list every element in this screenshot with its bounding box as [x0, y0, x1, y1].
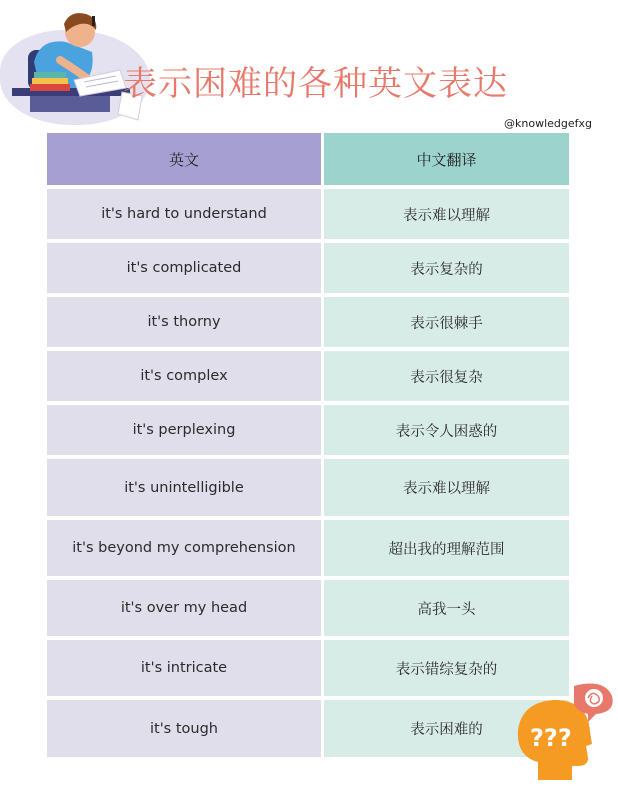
chinese-cell: 表示困难的	[324, 700, 569, 757]
expression-table	[47, 133, 569, 761]
table-row	[47, 351, 569, 401]
chinese-cell: 表示复杂的	[324, 243, 569, 293]
english-cell: it's tough	[47, 700, 321, 757]
english-cell: it's beyond my comprehension	[47, 520, 321, 576]
chinese-cell: 超出我的理解范围	[324, 520, 569, 576]
chinese-cell: 表示很棘手	[324, 297, 569, 347]
table-row	[47, 189, 569, 239]
svg-text:???: ???	[530, 724, 572, 752]
table-row	[47, 459, 569, 516]
chinese-cell: 表示令人困惑的	[324, 405, 569, 455]
table-header-row	[47, 133, 569, 185]
chinese-cell: 表示难以理解	[324, 189, 569, 239]
english-cell: it's hard to understand	[47, 189, 321, 239]
english-cell: it's complicated	[47, 243, 321, 293]
author-handle: @knowledgefxg	[504, 117, 592, 130]
table-row	[47, 700, 569, 757]
table-row	[47, 297, 569, 347]
english-cell: it's complex	[47, 351, 321, 401]
english-cell: it's intricate	[47, 640, 321, 696]
table-row	[47, 640, 569, 696]
english-cell: it's over my head	[47, 580, 321, 636]
table-row	[47, 405, 569, 455]
table-row	[47, 243, 569, 293]
english-cell: it's unintelligible	[47, 459, 321, 516]
column-header-chinese: 中文翻译	[324, 133, 569, 185]
english-cell: it's perplexing	[47, 405, 321, 455]
chinese-cell: 表示难以理解	[324, 459, 569, 516]
chinese-cell: 高我一头	[324, 580, 569, 636]
confused-head-icon	[508, 680, 618, 790]
chinese-cell: 表示很复杂	[324, 351, 569, 401]
chinese-cell: 表示错综复杂的	[324, 640, 569, 696]
table-row	[47, 520, 569, 576]
english-cell: it's thorny	[47, 297, 321, 347]
page-title: 表示困难的各种英文表达	[123, 64, 508, 104]
column-header-english: 英文	[47, 133, 321, 185]
table-row	[47, 580, 569, 636]
